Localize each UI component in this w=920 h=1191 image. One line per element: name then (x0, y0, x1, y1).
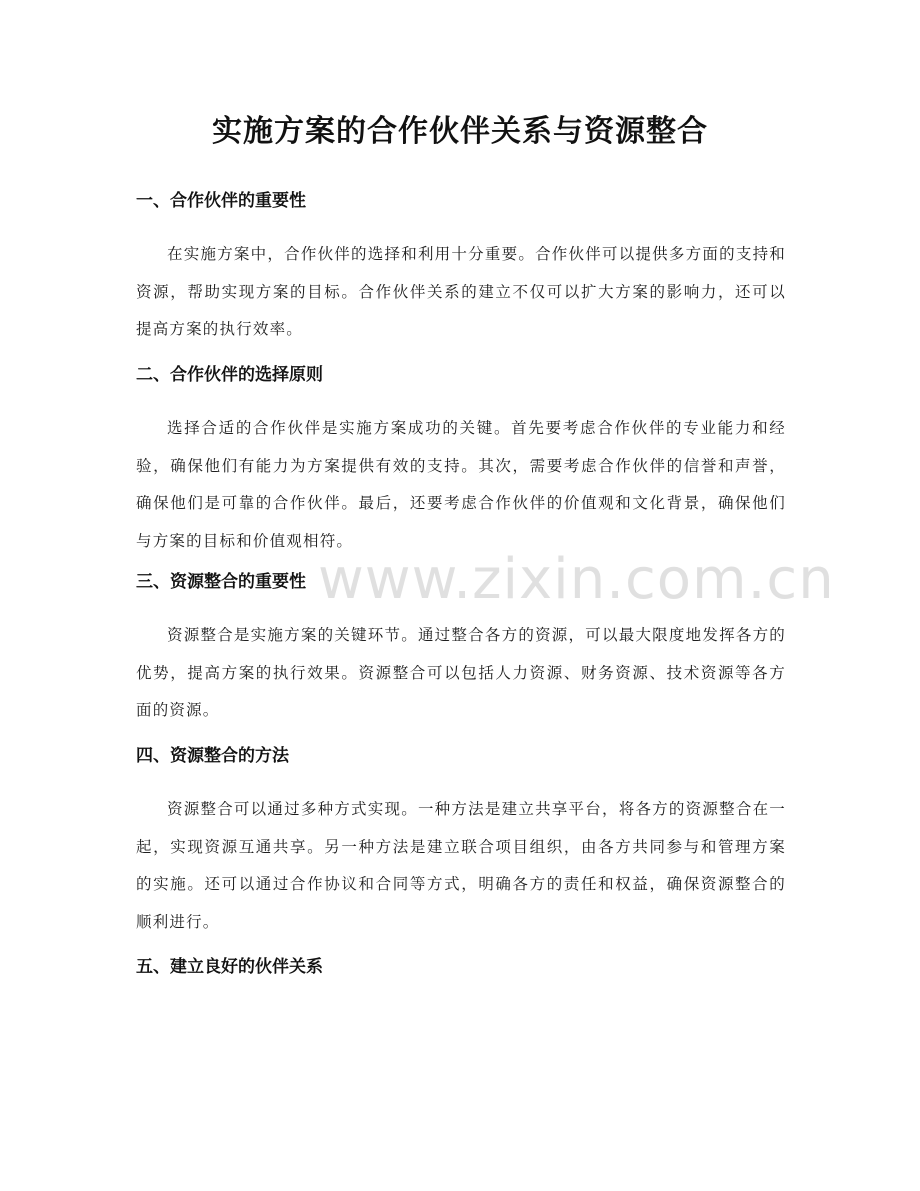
section-heading: 五、建立良好的伙伴关系 (136, 957, 323, 977)
section-1 (136, 188, 786, 349)
section-paragraph: 选择合适的合作伙伴是实施方案成功的关键。首先要考虑合作伙伴的专业能力和经验，确保他们有能力为方案提供有效的支持。其次，需要考虑合作伙伴的信誉和声誉，确保他们是可靠的合作伙伴。最后，还要考虑合作伙伴的价值观和文化背景，确保他们与方案的目标和价值观相符。 (136, 419, 786, 550)
document-title: 实施方案的合作伙伴关系与资源整合 (212, 114, 708, 149)
section-heading: 四、资源整合的方法 (136, 746, 289, 766)
section-paragraph: 资源整合可以通过多种方式实现。一种方法是建立共享平台，将各方的资源整合在一起，实现资源互通共享。另一种方法是建立联合项目组织，由各方共同参与和管理方案的实施。还可以通过合作协议和合同等方式，明确各方的责任和权益，确保资源整合的顺利进行。 (136, 800, 786, 931)
section-paragraph: 在实施方案中，合作伙伴的选择和利用十分重要。合作伙伴可以提供多方面的支持和资源，帮助实现方案的目标。合作伙伴关系的建立不仅可以扩大方案的影响力，还可以提高方案的执行效率。 (136, 245, 786, 338)
section-5 (136, 954, 786, 980)
section-paragraph: 资源整合是实施方案的关键环节。通过整合各方的资源，可以最大限度地发挥各方的优势，提高方案的执行效果。资源整合可以包括人力资源、财务资源、技术资源等各方面的资源。 (136, 626, 786, 719)
section-heading: 三、资源整合的重要性 (136, 572, 306, 592)
section-heading: 二、合作伙伴的选择原则 (136, 365, 323, 385)
section-4 (136, 743, 786, 941)
watermark: www.zixin.com.cn (318, 547, 835, 612)
section-heading: 一、合作伙伴的重要性 (136, 191, 306, 211)
section-2 (136, 362, 786, 560)
